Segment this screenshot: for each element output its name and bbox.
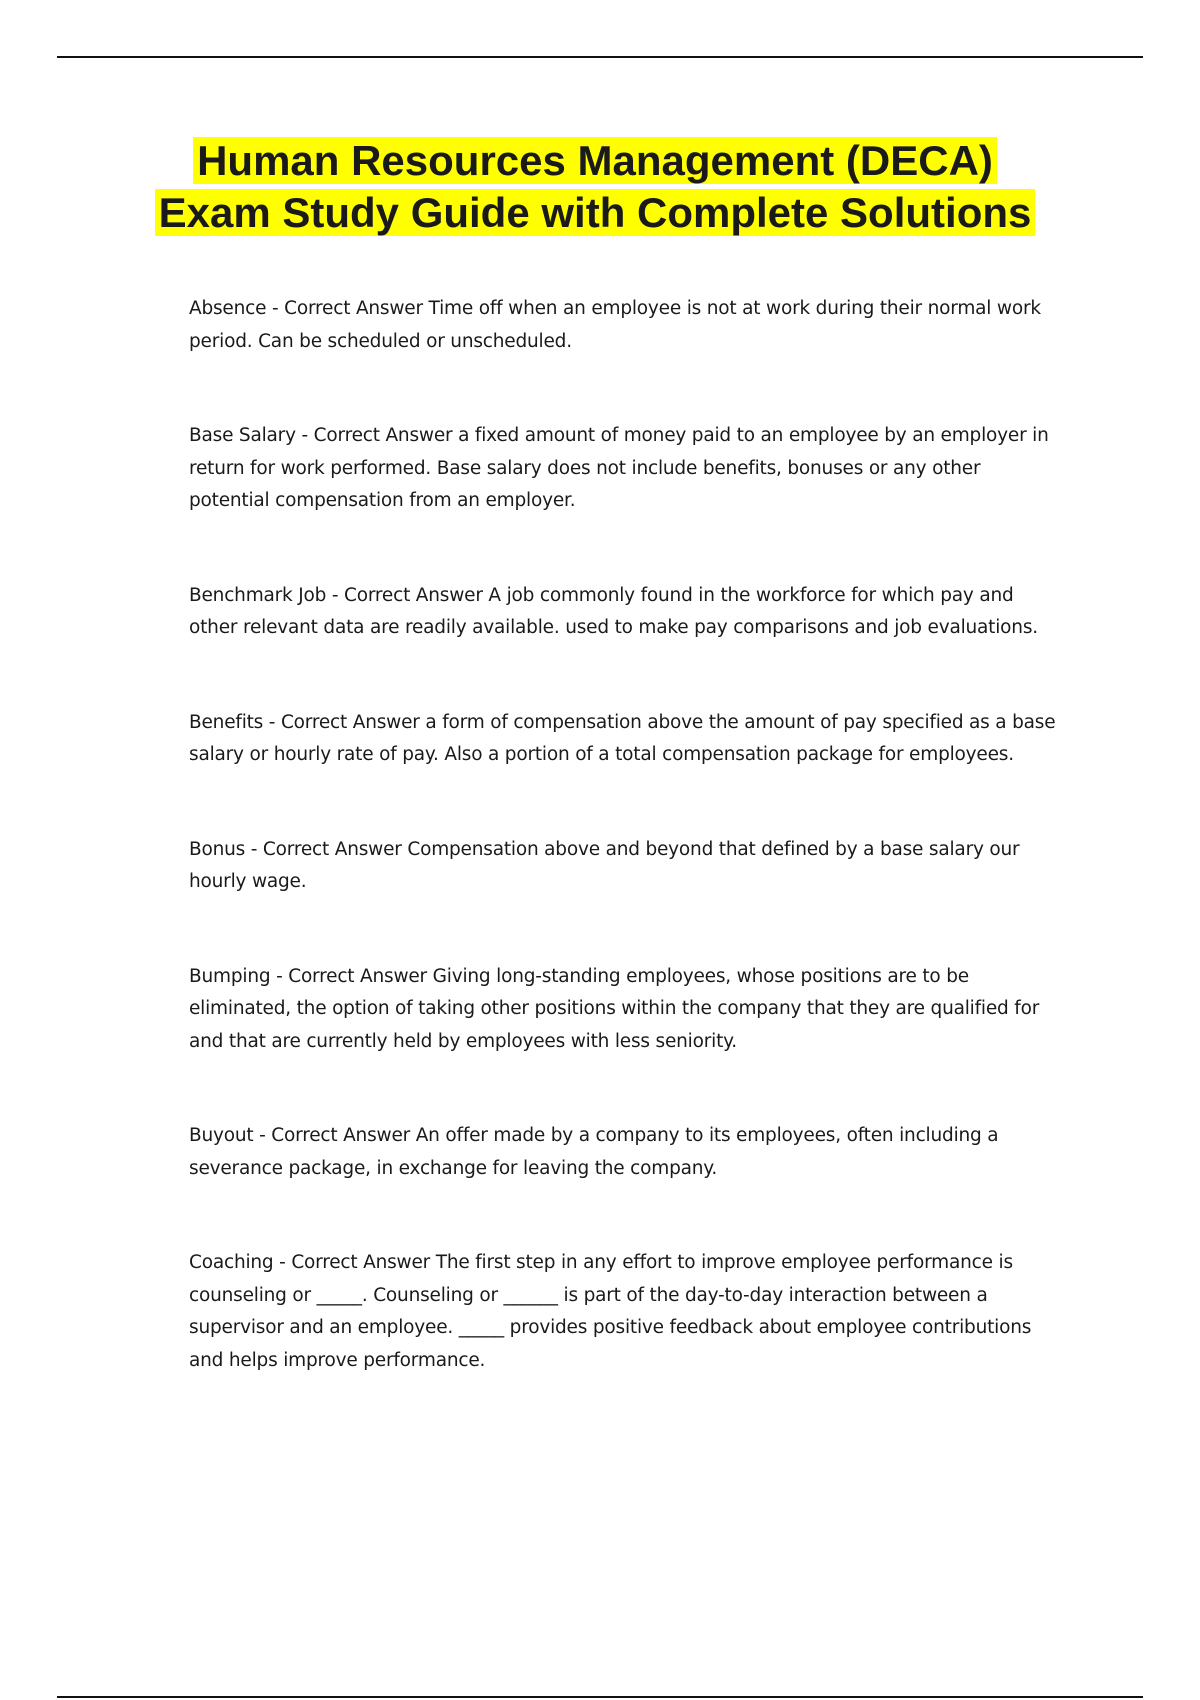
definition-list bbox=[189, 293, 1059, 1439]
definition-bonus: Bonus - Correct Answer Compensation above and beyond that defined by a base salary our hourly wage. bbox=[189, 838, 1020, 892]
definition-absence: Absence - Correct Answer Time off when an employee is not at work during their normal work period. Can be scheduled or unscheduled. bbox=[189, 298, 1041, 352]
definition-benefits: Benefits - Correct Answer a form of compensation above the amount of pay specified as a base salary or hourly rate of pay. Also a portion of a total compensation package for employees. bbox=[189, 711, 1056, 765]
bottom-rule bbox=[57, 1696, 1143, 1698]
document-title bbox=[140, 135, 1050, 239]
title-block bbox=[140, 135, 1050, 239]
definition-base-salary: Base Salary - Correct Answer a fixed amount of money paid to an employee by an employer in return for work performed. Base salary does not include benefits, bonuses or any other potential compensation from an employer. bbox=[189, 425, 1049, 511]
definition-coaching: Coaching - Correct Answer The first step in any effort to improve employee performance is counseling or _____. Counseling or ______ is part of the day-to-day interaction between a supervisor and an employee. _____ provides positive feedback about employee contributions and helps improve performance. bbox=[189, 1252, 1032, 1371]
title-highlight: Human Resources Management (DECA) Exam Study Guide with Complete Solutions bbox=[155, 137, 1036, 236]
top-rule bbox=[57, 56, 1143, 58]
definition-bumping: Bumping - Correct Answer Giving long-standing employees, whose positions are to be eliminated, the option of taking other positions within the company that they are qualified for and that are currently held by employees with less seniority. bbox=[189, 965, 1040, 1052]
definition-benchmark-job: Benchmark Job - Correct Answer A job commonly found in the workforce for which pay and other relevant data are readily available. used to make pay comparisons and job evaluations. bbox=[189, 584, 1038, 638]
definition-buyout: Buyout - Correct Answer An offer made by a company to its employees, often including a severance package, in exchange for leaving the company. bbox=[189, 1125, 999, 1179]
